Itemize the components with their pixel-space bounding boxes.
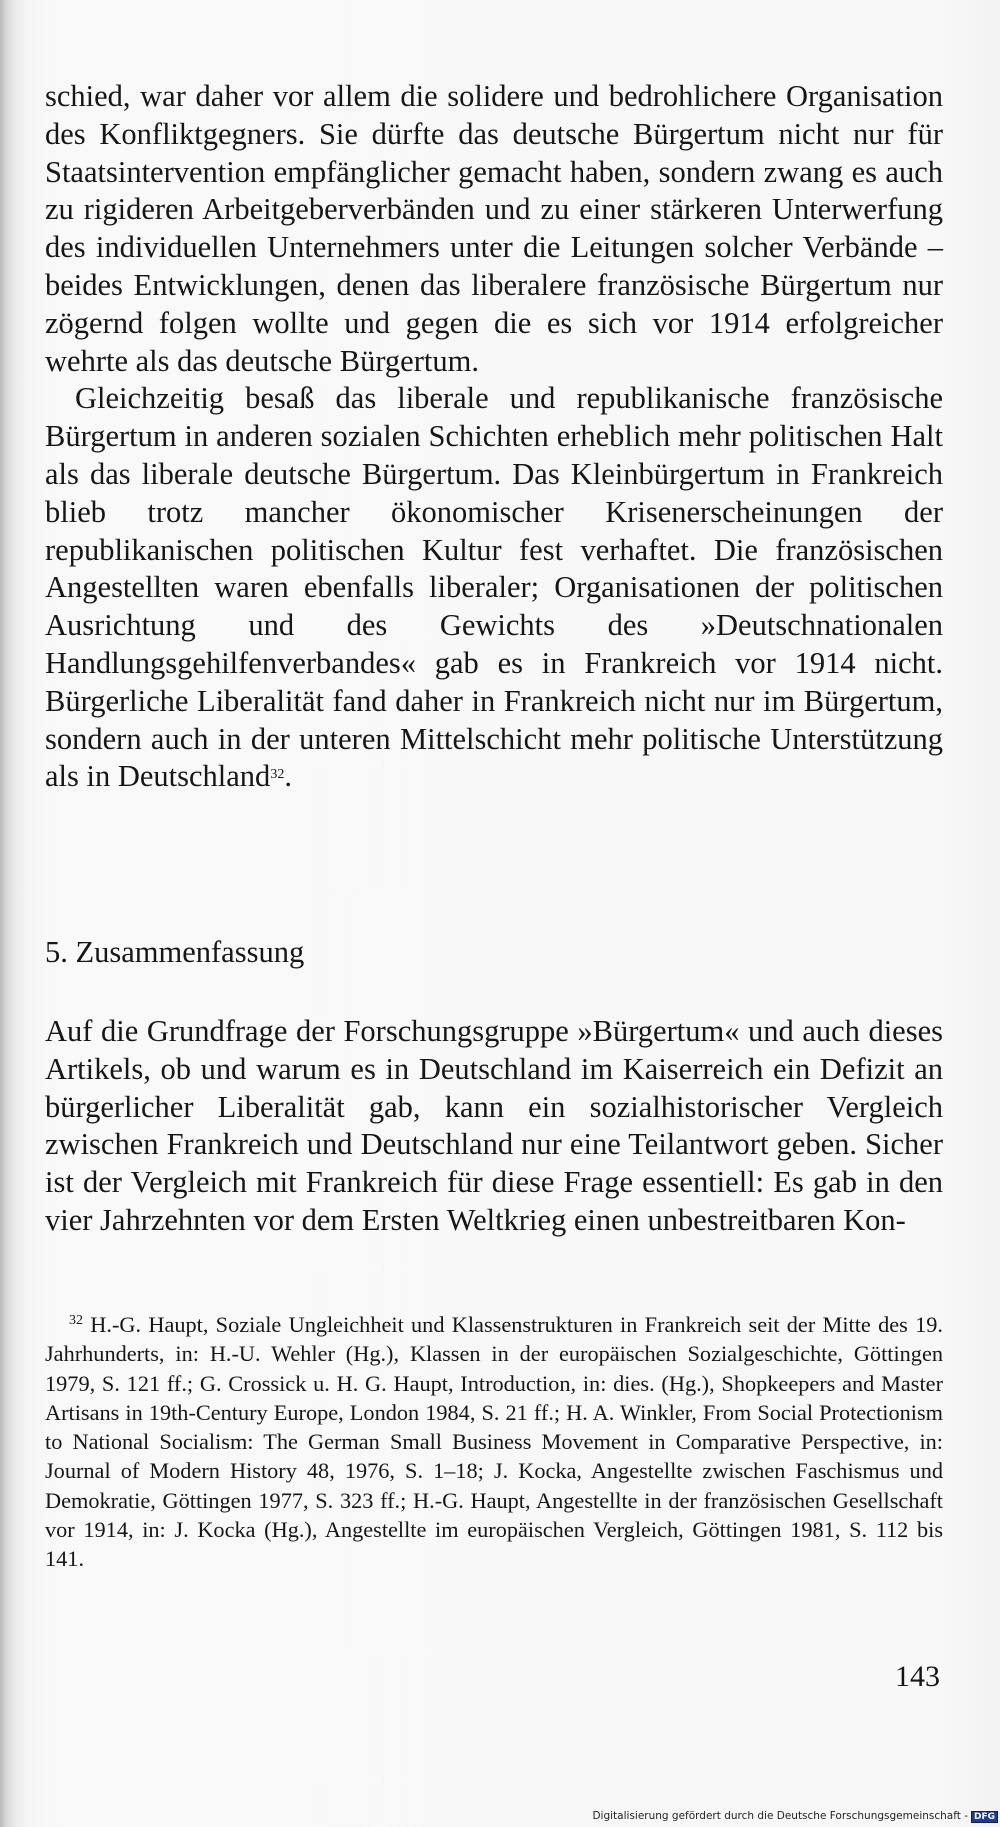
section-heading: 5. Zusammenfassung	[45, 935, 305, 969]
footnote	[45, 1310, 943, 1574]
section-paragraph: Auf die Grundfrage der Forschungsgruppe »Bürgertum« und auch dieses Artikels, ob und warum es in Deutschland im Kaiserreich ein Defizit an bürgerlicher Liberalität gab, kann ein sozialhistorischer Vergleich zwischen Frankreich und Deutschland nur eine Teilantwort geben. Sicher ist der Vergleich mit Frankreich für diese Frage essentiell: Es gab in den vier Jahrzehnten vor dem Ersten Weltkrieg einen unbestreitbaren Kon-	[45, 1014, 943, 1237]
footnote-text: H.-G. Haupt, Soziale Ungleichheit und Klassenstrukturen in Frankreich seit der Mitte des 19. Jahrhunderts, in: H.-U. Wehler (Hg.), Klassen in der europäischen Sozialgeschichte, Göttingen 1979, S. 121 ff.; G. Crossick u. H. G. Haupt, Introduction, in: dies. (Hg.), Shopkeepers and Master Artisans in 19th-Century Europe, London 1984, S. 21 ff.; H. A. Winkler, From Social Protectionism to National Socialism: The German Small Business Movement in Comparative Perspective, in: Journal of Modern History 48, 1976, S. 1–18; J. Kocka, Angestellte zwischen Faschismus und Demokratie, Göttingen 1977, S. 323 ff.; H.-G. Haupt, Angestellte in der französischen Gesellschaft vor 1914, in: J. Kocka (Hg.), Angestellte im europäischen Vergleich, Göttingen 1981, S. 112 bis 141.	[45, 1312, 943, 1572]
footnote-32	[45, 1310, 943, 1574]
paragraph-2-text: Gleichzeitig besaß das liberale und republikanische französische Bürgertum in anderen sozialen Schichten erheblich mehr politischen Halt als das liberale deutsche Bürgertum. Das Kleinbürgertum in Frankreich blieb trotz mancher ökonomischer Krisenerscheinungen der republikanischen politischen Kultur fest verhaftet. Die französischen Angestellten waren ebenfalls liberaler; Organisationen der politischen Ausrichtung und des Gewichts des »Deutschnationalen Handlungsgehilfenverbandes« gab es in Frankreich vor 1914 nicht. Bürgerliche Liberalität fand daher in Frankreich nicht nur im Bürgertum, sondern auch in der unteren Mittelschicht mehr politische Unterstützung als in Deutschland	[45, 381, 943, 794]
paragraph-2	[45, 380, 943, 796]
digitization-credit	[592, 1810, 998, 1823]
paragraph-1: schied, war daher vor allem die solidere und bedrohlichere Organisation des Konfliktgegners. Sie dürfte das deutsche Bürgertum nicht nur für Staatsintervention empfänglicher gemacht haben, sondern zwang es auch zu rigideren Arbeitgeberverbänden und zu einer stärkeren Unterwerfung des individuellen Unternehmers unter die Leitungen solcher Verbände – beides Entwicklungen, denen das liberalere französische Bürgertum nur zögernd folgen wollte und gegen die es sich vor 1914 erfolgreicher wehrte als das deutsche Bürgertum.	[45, 79, 943, 378]
footnote-reference: 32	[270, 767, 285, 783]
dfg-logo: DFG	[971, 1811, 998, 1823]
page-number: 143	[895, 1660, 940, 1693]
section-text	[45, 1013, 943, 1240]
credit-text: Digitalisierung gefördert durch die Deutsche Forschungsgemeinschaft -	[592, 1810, 968, 1822]
footnote-number: 32	[69, 1313, 83, 1328]
paragraph-2-end: .	[284, 759, 292, 794]
body-text	[45, 78, 943, 796]
